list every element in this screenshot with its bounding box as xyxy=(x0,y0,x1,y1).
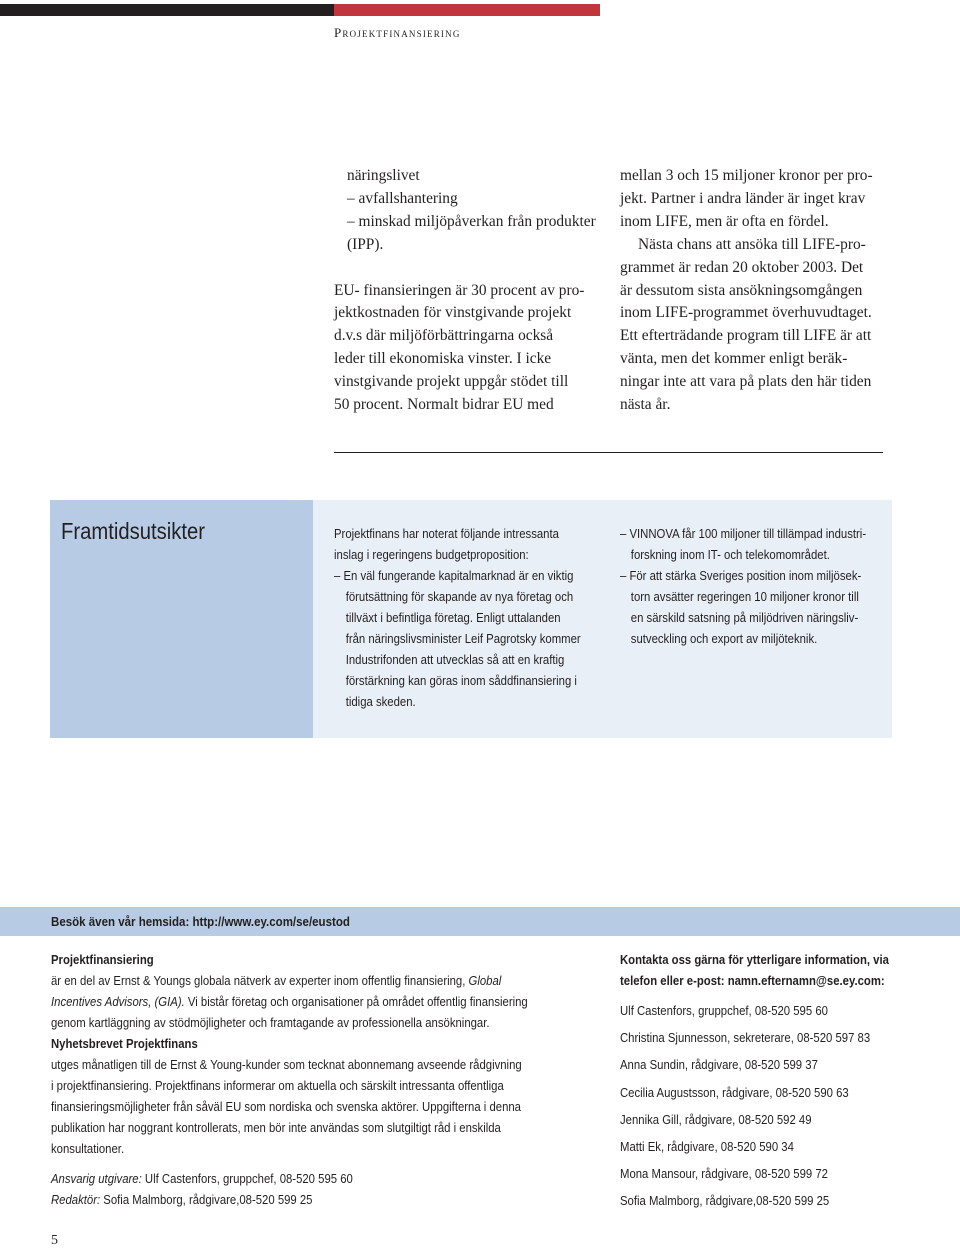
article-column-1 xyxy=(334,165,594,417)
outlook-line: – En väl fungerande kapitalmarknad är en viktig xyxy=(334,569,574,583)
editor-value: Sofia Malmborg, rådgivare,08-520 599 25 xyxy=(100,1193,313,1207)
article-line: leder till ekonomiska vinster. I icke xyxy=(334,350,552,368)
article-line: Ett efterträdande program till LIFE är att xyxy=(620,327,872,345)
newsletter-text: i projektfinansiering. Projektfinans informerar om aktuella och särskilt intressanta offentliga xyxy=(51,1079,504,1093)
outlook-line: tidiga skeden. xyxy=(345,695,416,709)
article-line: EU- finansieringen är 30 procent av pro- xyxy=(334,281,585,299)
about-text-italic: Incentives Advisors, (GIA). xyxy=(51,995,185,1009)
newsletter-text: utges månatligen till de Ernst & Young-kunder som tecknat abonnemang avseende rådgivning xyxy=(51,1058,522,1072)
section-title: Projektfinansiering xyxy=(334,25,461,40)
about-text: är en del av Ernst & Youngs globala nätverk av experter inom offentlig finansiering, xyxy=(51,974,469,988)
newsletter-text: konsultationer. xyxy=(51,1142,125,1156)
contact-item: Ulf Castenfors, gruppchef, 08-520 595 60 xyxy=(620,1004,828,1018)
outlook-column-1 xyxy=(334,524,581,713)
about-title: Projektfinansiering xyxy=(51,953,154,967)
publisher-label: Ansvarig utgivare: xyxy=(51,1172,142,1186)
page-number: 5 xyxy=(51,1233,58,1248)
article-line: jekt. Partner i andra länder är inget krav xyxy=(620,189,866,207)
footer-about xyxy=(51,950,528,1211)
article-column-2 xyxy=(620,165,890,417)
outlook-line: förutsättning för skapande av nya företag och xyxy=(345,590,574,604)
article-line: grammet är redan 20 oktober 2003. Det xyxy=(620,258,864,276)
newsletter-text: publikation har noggrant kontrollerats, men bör inte användas som slutgiltigt råd i enskilda xyxy=(51,1121,501,1135)
contact-item: Anna Sundin, rådgivare, 08-520 599 37 xyxy=(620,1058,818,1073)
article-line: (IPP). xyxy=(347,235,384,253)
about-text-italic: Global xyxy=(468,974,502,988)
outlook-line: en särskild satsning på miljödriven näringsliv- xyxy=(630,611,859,625)
contact-item: Jennika Gill, rådgivare, 08-520 592 49 xyxy=(620,1112,812,1127)
newsletter-text: finansieringsmöjligheter från såväl EU som nordiska och svenska aktörer. Uppgifterna i denna xyxy=(51,1100,521,1114)
outlook-column-2 xyxy=(620,524,866,650)
outlook-line: sutveckling och export av miljöteknik. xyxy=(630,632,818,646)
article-line: – minskad miljöpåverkan från produkter xyxy=(347,212,596,230)
contacts-title: telefon eller e-post: namn.efternamn@se.ey.com: xyxy=(620,974,885,988)
article-line: jektkostnaden för vinstgivande projekt xyxy=(334,304,572,322)
outlook-line: – För att stärka Sveriges position inom miljösek- xyxy=(620,569,862,583)
outlook-line: forskning inom IT- och telekomområdet. xyxy=(630,548,830,562)
outlook-line: förstärkning kan göras inom såddfinansiering i xyxy=(345,674,577,688)
outlook-line: – VINNOVA får 100 miljoner till tillämpad industri- xyxy=(620,527,867,541)
article-line: vinstgivande projekt uppgår stödet till xyxy=(334,373,569,391)
article-line: 50 procent. Normalt bidrar EU med xyxy=(334,396,554,414)
contacts-title: Kontakta oss gärna för ytterligare information, via xyxy=(620,953,889,967)
article-line: Nästa chans att ansöka till LIFE-pro- xyxy=(638,235,866,253)
outlook-line: tillväxt i befintliga företag. Enligt uttalanden xyxy=(345,611,561,625)
outlook-line: torn avsätter regeringen 10 miljoner kronor till xyxy=(630,590,859,604)
outlook-line: inslag i regeringens budgetproposition: xyxy=(334,548,529,562)
outlook-box-title: Framtidsutsikter xyxy=(61,518,205,544)
article-line: ningar inte att vara på plats den här tiden xyxy=(620,373,872,391)
contact-list xyxy=(620,998,870,1216)
outlook-line: Projektfinans har noterat följande intressanta xyxy=(334,527,559,541)
article-line: d.v.s där miljöförbättringarna också xyxy=(334,327,554,345)
website-link[interactable]: Besök även vår hemsida: http://www.ey.com/se/eustod xyxy=(51,914,350,929)
contact-item: Christina Sjunnesson, sekreterare, 08-520 597 83 xyxy=(620,1031,871,1046)
divider-rule xyxy=(334,452,883,453)
article-line: inom LIFE, men är ofta en fördel. xyxy=(620,212,829,230)
article-line: näringslivet xyxy=(347,167,420,184)
contact-item: Mona Mansour, rådgivare, 08-520 599 72 xyxy=(620,1167,828,1182)
article-line: är dessutom sista ansökningsomgången xyxy=(620,281,863,299)
article-line: mellan 3 och 15 miljoner kronor per pro- xyxy=(620,167,873,184)
footer-contacts xyxy=(620,950,889,992)
contact-item: Cecilia Augustsson, rådgivare, 08-520 590 63 xyxy=(620,1085,849,1100)
about-text: genom kartläggning av stödmöjligheter och framtagande av professionella ansökningar. xyxy=(51,1016,490,1030)
article-line: inom LIFE-programmet överhuvudtaget. xyxy=(620,304,872,322)
article-line: – avfallshantering xyxy=(347,189,458,207)
newsletter-title: Nyhetsbrevet Projektfinans xyxy=(51,1037,198,1051)
contact-item: Sofia Malmborg, rådgivare,08-520 599 25 xyxy=(620,1194,830,1209)
editor-label: Redaktör: xyxy=(51,1193,101,1207)
outlook-line: Industrifonden att utvecklas så att en kraftig xyxy=(345,653,565,667)
publisher-value: Ulf Castenfors, gruppchef, 08-520 595 60 xyxy=(141,1172,353,1186)
contact-item: Matti Ek, rådgivare, 08-520 590 34 xyxy=(620,1140,794,1155)
article-line: nästa år. xyxy=(620,396,671,414)
article-line: vänta, men det kommer enligt beräk- xyxy=(620,350,848,368)
about-text: Vi bistår företag och organisationer på området offentlig finansiering xyxy=(184,995,528,1009)
header-bar-red xyxy=(334,4,600,16)
header-bar-dark xyxy=(0,4,334,16)
outlook-line: från näringslivsminister Leif Pagrotsky kommer xyxy=(345,632,581,646)
